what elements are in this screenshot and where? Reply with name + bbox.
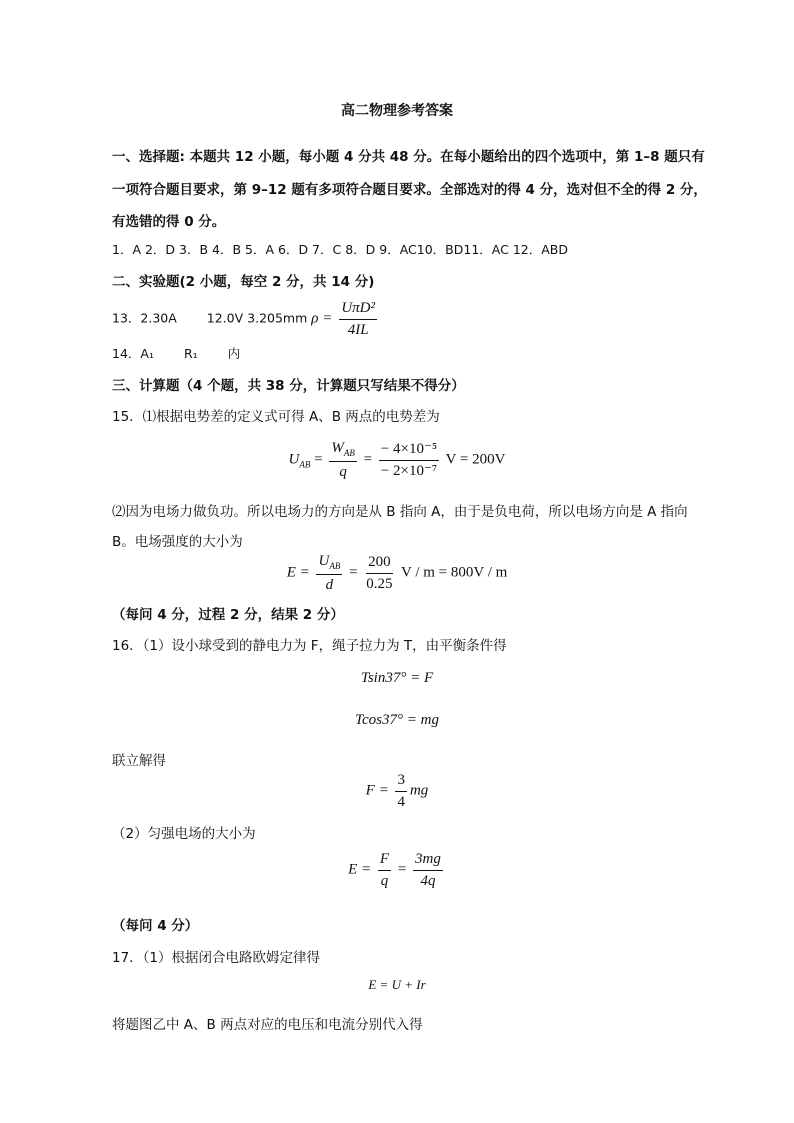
q15-part2-line2: B。电场强度的大小为 — [112, 534, 243, 550]
multiple-choice-answers: 1．A 2．D 3．B 4．B 5．A 6．D 7．C 8．D 9．AC10．BD11．AC 12．ABD — [112, 242, 568, 257]
q15-part2-line1: ⑵因为电场力做负功。所以电场力的方向是从 B 指向 A，由于是负电荷，所以电场方向是 A 指向 — [112, 504, 688, 520]
q17-substitution-text: 将题图乙中 A、B 两点对应的电压和电流分别代入得 — [112, 1017, 423, 1033]
q16-4q: 4q — [420, 872, 436, 889]
q17-part1: 17．（1）根据闭合电路欧姆定律得 — [112, 950, 321, 966]
q15-d-symbol: d — [325, 576, 334, 593]
q15-potential-result: V = 200V — [445, 451, 506, 468]
q15-voltage-value: 200 — [366, 554, 393, 574]
q16-denominator: 4 — [397, 793, 405, 810]
q15-q-symbol: q — [339, 463, 347, 480]
q16-e-symbol: E = — [348, 861, 372, 878]
q15-work-value: − 4×10⁻⁵ — [379, 441, 439, 461]
q15-w-symbol: W — [331, 440, 344, 456]
q13-answer — [112, 300, 380, 338]
q16-force-equation — [0, 772, 794, 810]
q15-fraction-w-q — [329, 440, 357, 480]
q15-e-u-subscript: AB — [329, 561, 341, 571]
q16-scoring: （每问 4 分） — [112, 918, 199, 934]
q15-field-equation: E = $\frac{U_{AB}}{d}$ = $\frac{200}{0.25}$ V / m = 800V / m — [286, 553, 508, 593]
section1-instructions-line2: 一项符合题目要求，第 9–12 题有多项符合题目要求。全部选对的得 4 分，选对但不全的得 2 分， — [112, 182, 707, 198]
q13-rho-denominator: 4IL — [347, 321, 369, 338]
q13-voltage-diameter: 12.0V 3.205mm — [206, 310, 308, 326]
q14-ammeter: 14．A₁ — [112, 346, 154, 361]
q16-f-symbol: F = — [365, 782, 389, 799]
q16-3mg: 3mg — [413, 851, 443, 871]
q14-resistor: R₁ — [183, 346, 198, 361]
q16-mg: mg — [409, 782, 429, 799]
q16-equation-sin: Tsin37° = F — [360, 670, 434, 686]
q14-answer — [112, 344, 240, 362]
q16-q-under: q — [380, 872, 389, 889]
page-title: 高二物理参考答案 — [341, 103, 453, 119]
q15-e-u-symbol: U — [318, 553, 330, 569]
q17-equation: E = U + Ir — [368, 977, 426, 992]
q15-fraction-numbers — [364, 554, 394, 592]
q16-part1: 16．（1）设小球受到的静电力为 F，绳子拉力为 T，由平衡条件得 — [112, 638, 507, 654]
q15-u-symbol: U — [288, 451, 300, 468]
q16-numerator: 3 — [395, 772, 407, 792]
q13-rho: ρ = — [311, 310, 333, 327]
q16-fraction-f-q — [378, 851, 391, 889]
q14-connection: 内 — [227, 346, 241, 361]
q15-u-subscript: AB — [299, 459, 311, 470]
q16-fraction-3mg-4q — [413, 851, 443, 889]
q13-current: 13．2.30A — [112, 310, 177, 326]
q15-fraction-u-d — [316, 553, 342, 593]
q15-potential-equation: $U_{AB}$ = $\frac{W_{AB}}{q}$ = $\frac{\text{− 4×10⁻⁵}}{\text{− 2×10⁻⁷}}$ V = 200V — [288, 440, 506, 480]
q15-part1: 15．⑴根据电势差的定义式可得 A、B 两点的电势差为 — [112, 409, 440, 425]
q13-rho-numerator: UπD² — [339, 300, 377, 320]
q16-part2: （2）匀强电场的大小为 — [112, 826, 256, 842]
q16-fraction-three-quarters — [395, 772, 407, 810]
q16-f-over: F — [378, 851, 391, 871]
q15-field-result: V / m = 800V / m — [401, 564, 508, 581]
q16-equation-cos: Tcos37° = mg — [355, 712, 439, 728]
q16-solve-text: 联立解得 — [112, 753, 166, 769]
q15-fraction-values — [379, 441, 439, 479]
section3-heading: 三、计算题（4 个题，共 38 分，计算题只写结果不得分） — [112, 378, 465, 394]
q15-scoring: （每问 4 分，过程 2 分，结果 2 分） — [112, 607, 344, 623]
q15-distance-value: 0.25 — [366, 575, 393, 592]
q15-w-subscript: AB — [343, 448, 355, 458]
q15-charge-value: − 2×10⁻⁷ — [380, 462, 438, 479]
section2-heading: 二、实验题(2 小题，每空 2 分，共 14 分) — [112, 274, 375, 290]
section1-instructions-line3: 有选错的得 0 分。 — [112, 214, 226, 230]
q13-rho-fraction — [339, 300, 377, 338]
section1-instructions-line1: 一、选择题: 本题共 12 小题，每小题 4 分共 48 分。在每小题给出的四个选项中，第 1–8 题只有 — [112, 149, 705, 165]
q15-e-symbol: E = — [286, 564, 310, 581]
q16-field-equation: E = $\frac{F}{q}$ = $\frac{3mg}{4q}$ — [348, 851, 441, 889]
